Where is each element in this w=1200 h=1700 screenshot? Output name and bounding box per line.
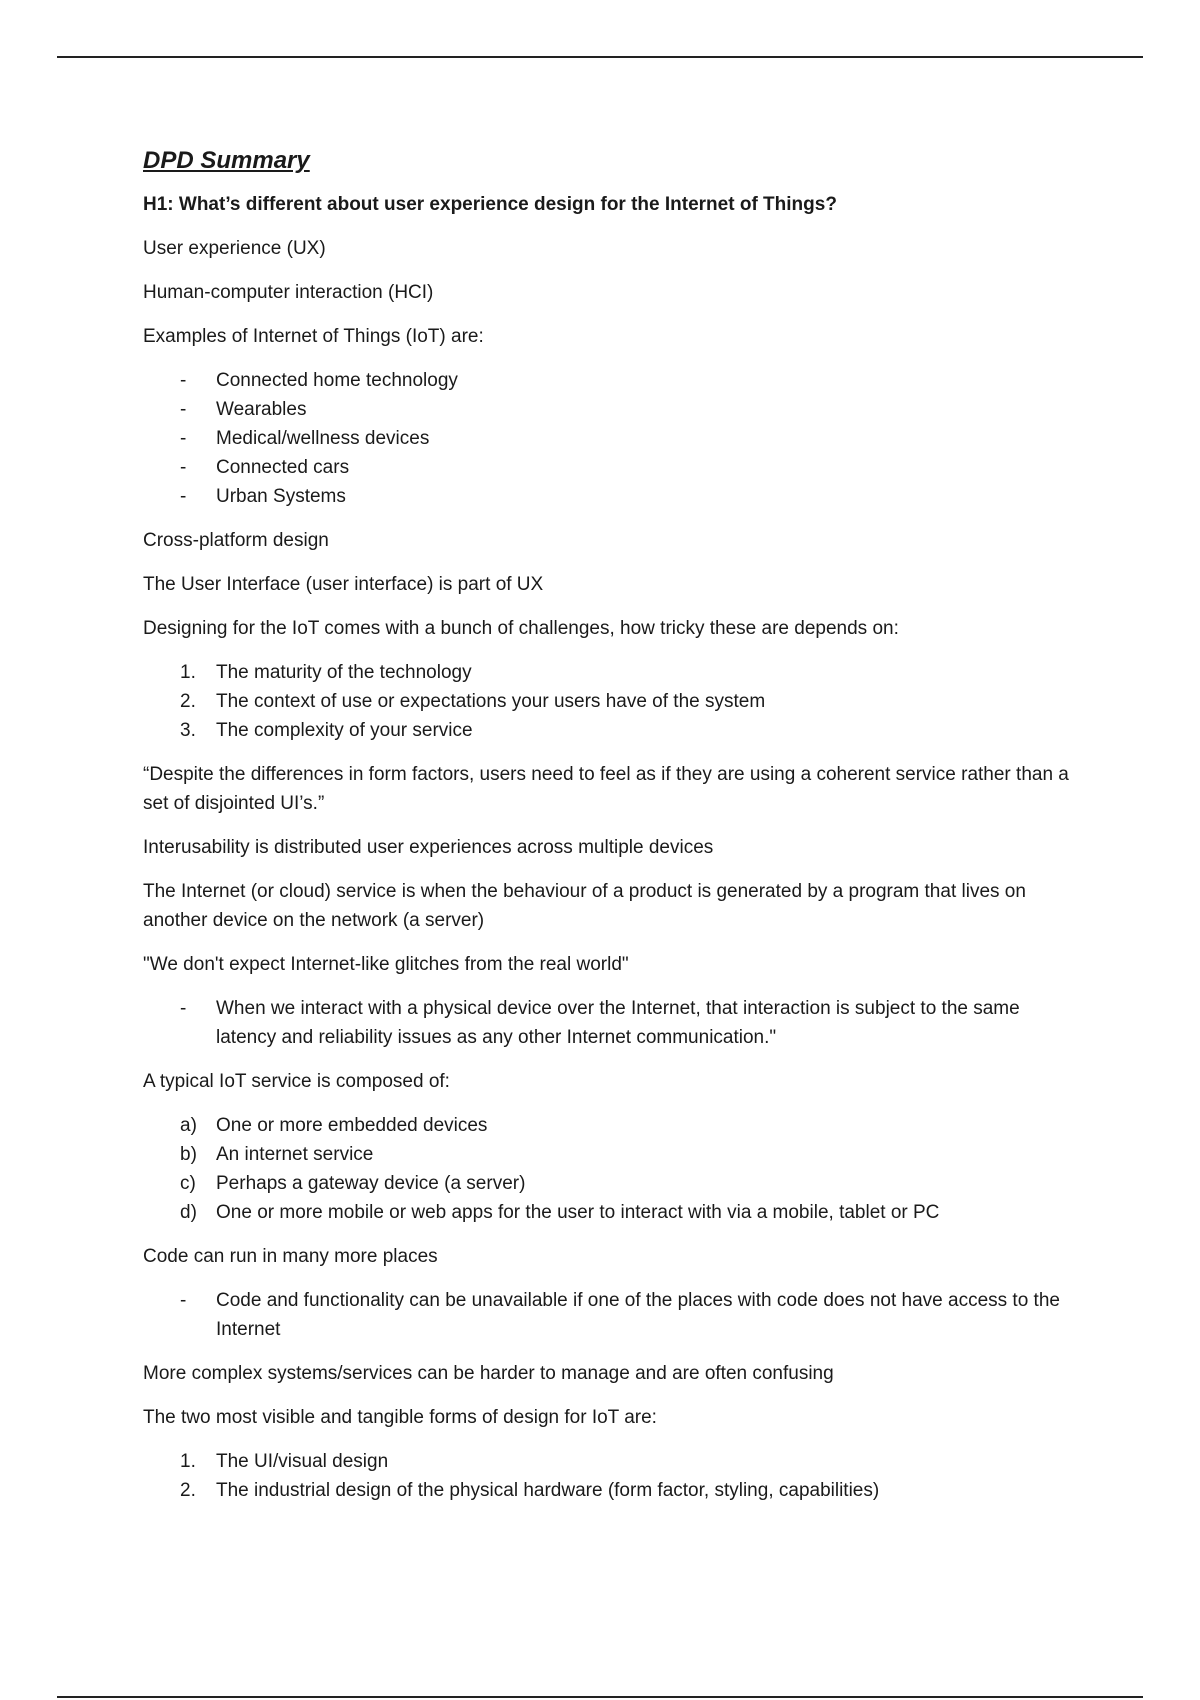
challenges-list: [143, 658, 1073, 745]
list-item: [143, 994, 1073, 1052]
list-item: [143, 395, 1073, 424]
top-rule: [57, 56, 1143, 58]
list-item-text: The complexity of your service: [216, 720, 473, 741]
paragraph-ui: The User Interface (user interface) is part of UX: [143, 574, 544, 595]
list-marker: 2.: [180, 1480, 196, 1501]
examples-list: [143, 366, 1073, 511]
paragraph-interusability: Interusability is distributed user experiences across multiple devices: [143, 837, 714, 858]
list-marker: 1.: [180, 1451, 196, 1472]
list-marker: 1.: [180, 662, 196, 683]
paragraph-cloud-service: The Internet (or cloud) service is when the behaviour of a product is generated by a program that lives on another device on the network (a server): [143, 881, 1026, 931]
list-item-text: The maturity of the technology: [216, 662, 472, 683]
list-item-text: When we interact with a physical device over the Internet, that interaction is subject to the same latency and reliability issues as any other Internet communication.": [216, 998, 1020, 1048]
paragraph-typical-service: A typical IoT service is composed of:: [143, 1071, 450, 1092]
list-item-text: Wearables: [216, 399, 307, 420]
list-item: [143, 716, 1073, 745]
list-item-text: Urban Systems: [216, 486, 346, 507]
list-marker: 2.: [180, 691, 196, 712]
list-item: [143, 424, 1073, 453]
glitches-list: [143, 994, 1073, 1052]
list-marker: b): [180, 1144, 197, 1165]
list-marker: -: [180, 998, 187, 1019]
list-item-text: The context of use or expectations your users have of the system: [216, 691, 766, 712]
paragraph-quote-coherent: “Despite the differences in form factors, users need to feel as if they are using a coherent service rather than a set of disjointed UI’s.”: [143, 764, 1069, 814]
list-marker: -: [180, 370, 187, 391]
code-list: [143, 1286, 1073, 1344]
list-item: [143, 658, 1073, 687]
list-item-text: Code and functionality can be unavailable if one of the places with code does not have access to the Internet: [216, 1290, 1060, 1340]
paragraph-complex-systems: More complex systems/services can be harder to manage and are often confusing: [143, 1363, 834, 1384]
paragraph-examples: Examples of Internet of Things (IoT) are:: [143, 326, 484, 347]
list-marker: -: [180, 1290, 187, 1311]
paragraph-code-places: Code can run in many more places: [143, 1246, 438, 1267]
list-marker: d): [180, 1202, 197, 1223]
list-item-text: Medical/wellness devices: [216, 428, 430, 449]
list-marker: -: [180, 457, 187, 478]
list-item: [143, 1476, 1073, 1505]
document-title: DPD Summary: [143, 147, 310, 174]
list-item: [143, 482, 1073, 511]
list-item-text: An internet service: [216, 1144, 374, 1165]
composition-list: [143, 1111, 1073, 1227]
list-item-text: Connected home technology: [216, 370, 458, 391]
paragraph-design-forms: The two most visible and tangible forms of design for IoT are:: [143, 1407, 657, 1428]
list-marker: 3.: [180, 720, 196, 741]
list-item: [143, 366, 1073, 395]
list-item-text: Perhaps a gateway device (a server): [216, 1173, 526, 1194]
list-item-text: Connected cars: [216, 457, 350, 478]
paragraph-cross-platform: Cross-platform design: [143, 530, 329, 551]
list-item-text: The industrial design of the physical hardware (form factor, styling, capabilities): [216, 1480, 880, 1501]
list-item-text: The UI/visual design: [216, 1451, 389, 1472]
paragraph-hci: Human-computer interaction (HCI): [143, 282, 434, 303]
paragraph-quote-glitches: "We don't expect Internet-like glitches from the real world": [143, 954, 629, 975]
list-marker: c): [180, 1173, 196, 1194]
paragraph-designing: Designing for the IoT comes with a bunch of challenges, how tricky these are depends on:: [143, 618, 899, 639]
list-item-text: One or more mobile or web apps for the user to interact with via a mobile, tablet or PC: [216, 1202, 940, 1223]
list-marker: -: [180, 486, 187, 507]
list-marker: -: [180, 428, 187, 449]
list-marker: -: [180, 399, 187, 420]
bottom-rule: [57, 1696, 1143, 1698]
list-marker: a): [180, 1115, 197, 1136]
list-item: [143, 1286, 1073, 1344]
list-item: [143, 1169, 1073, 1198]
list-item: [143, 687, 1073, 716]
list-item: [143, 1198, 1073, 1227]
list-item: [143, 1447, 1073, 1476]
section-heading: H1: What’s different about user experience design for the Internet of Things?: [143, 194, 837, 215]
list-item: [143, 453, 1073, 482]
design-forms-list: [143, 1447, 1073, 1505]
list-item: [143, 1111, 1073, 1140]
list-item: [143, 1140, 1073, 1169]
document-body: [143, 145, 1073, 1520]
list-item-text: One or more embedded devices: [216, 1115, 488, 1136]
paragraph-ux: User experience (UX): [143, 238, 326, 259]
